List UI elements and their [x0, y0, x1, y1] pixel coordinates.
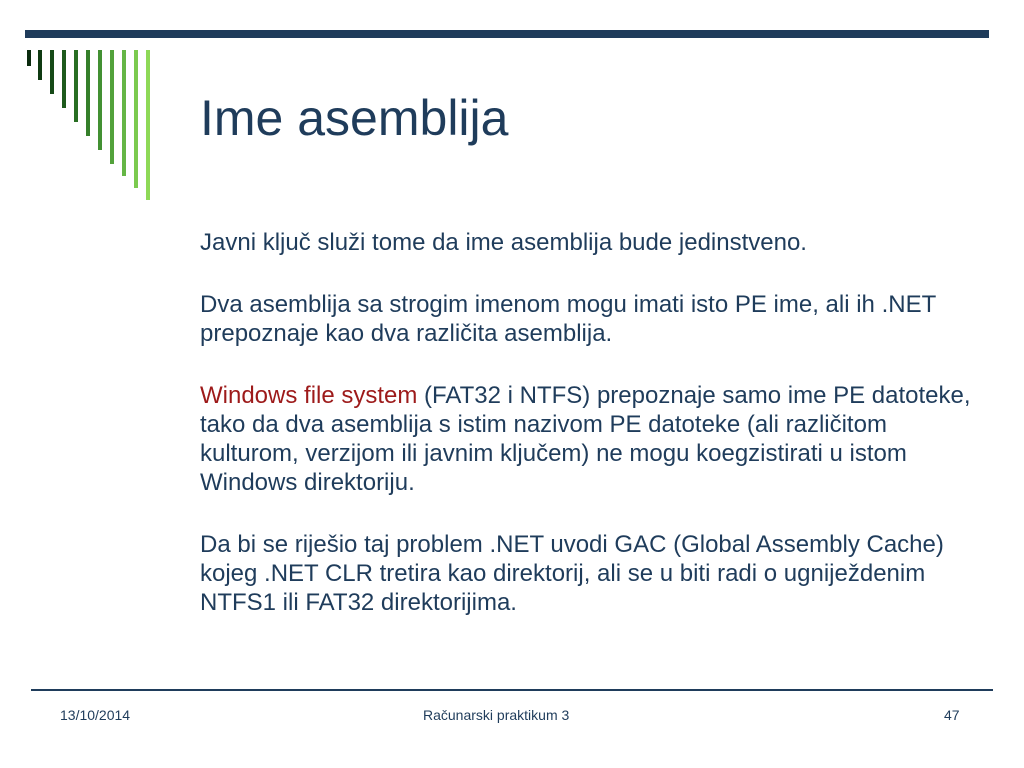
decorative-stripe: [146, 50, 150, 200]
decorative-stripe: [122, 50, 126, 176]
paragraph-strong-name: Dva asemblija sa strogim imenom mogu imati isto PE ime, ali ih .NET prepoznaje kao dva različita asemblija.: [200, 291, 936, 347]
footer-divider: [31, 689, 993, 691]
slide-title: Ime asemblija: [200, 90, 509, 146]
footer-course: Računarski praktikum 3: [423, 707, 570, 723]
highlight-windows-file-system: Windows file system: [200, 382, 418, 409]
decorative-stripe: [98, 50, 102, 150]
decorative-stripes: [27, 50, 167, 210]
paragraph-public-key: Javni ključ služi tome da ime asemblija bude jedinstveno.: [200, 229, 807, 256]
footer-date: 13/10/2014: [60, 707, 131, 723]
decorative-stripe: [27, 50, 31, 66]
decorative-stripe: [110, 50, 114, 164]
footer-page-number: 47: [944, 707, 960, 723]
decorative-stripe: [134, 50, 138, 188]
decorative-stripe: [50, 50, 54, 94]
decorative-stripe: [86, 50, 90, 136]
paragraph-windows-fs-text: (FAT32 i NTFS) prepoznaje samo ime PE datoteke, tako da dva asemblija s istim nazivom PE datoteke (ali različitom kulturom, verzijom ili javnim ključem) ne mogu koegzistirati u istom Windows direktoriju.: [200, 382, 971, 496]
decorative-stripe: [38, 50, 42, 80]
paragraph-windows-fs: [200, 381, 990, 497]
slide-body: [200, 228, 990, 650]
top-accent-bar: [25, 30, 989, 38]
decorative-stripe: [62, 50, 66, 108]
paragraph-gac: Da bi se riješio taj problem .NET uvodi GAC (Global Assembly Cache) kojeg .NET CLR tretira kao direktorij, ali se u biti radi o ugniježdenim NTFS1 ili FAT32 direktorijima.: [200, 531, 944, 616]
decorative-stripe: [74, 50, 78, 122]
